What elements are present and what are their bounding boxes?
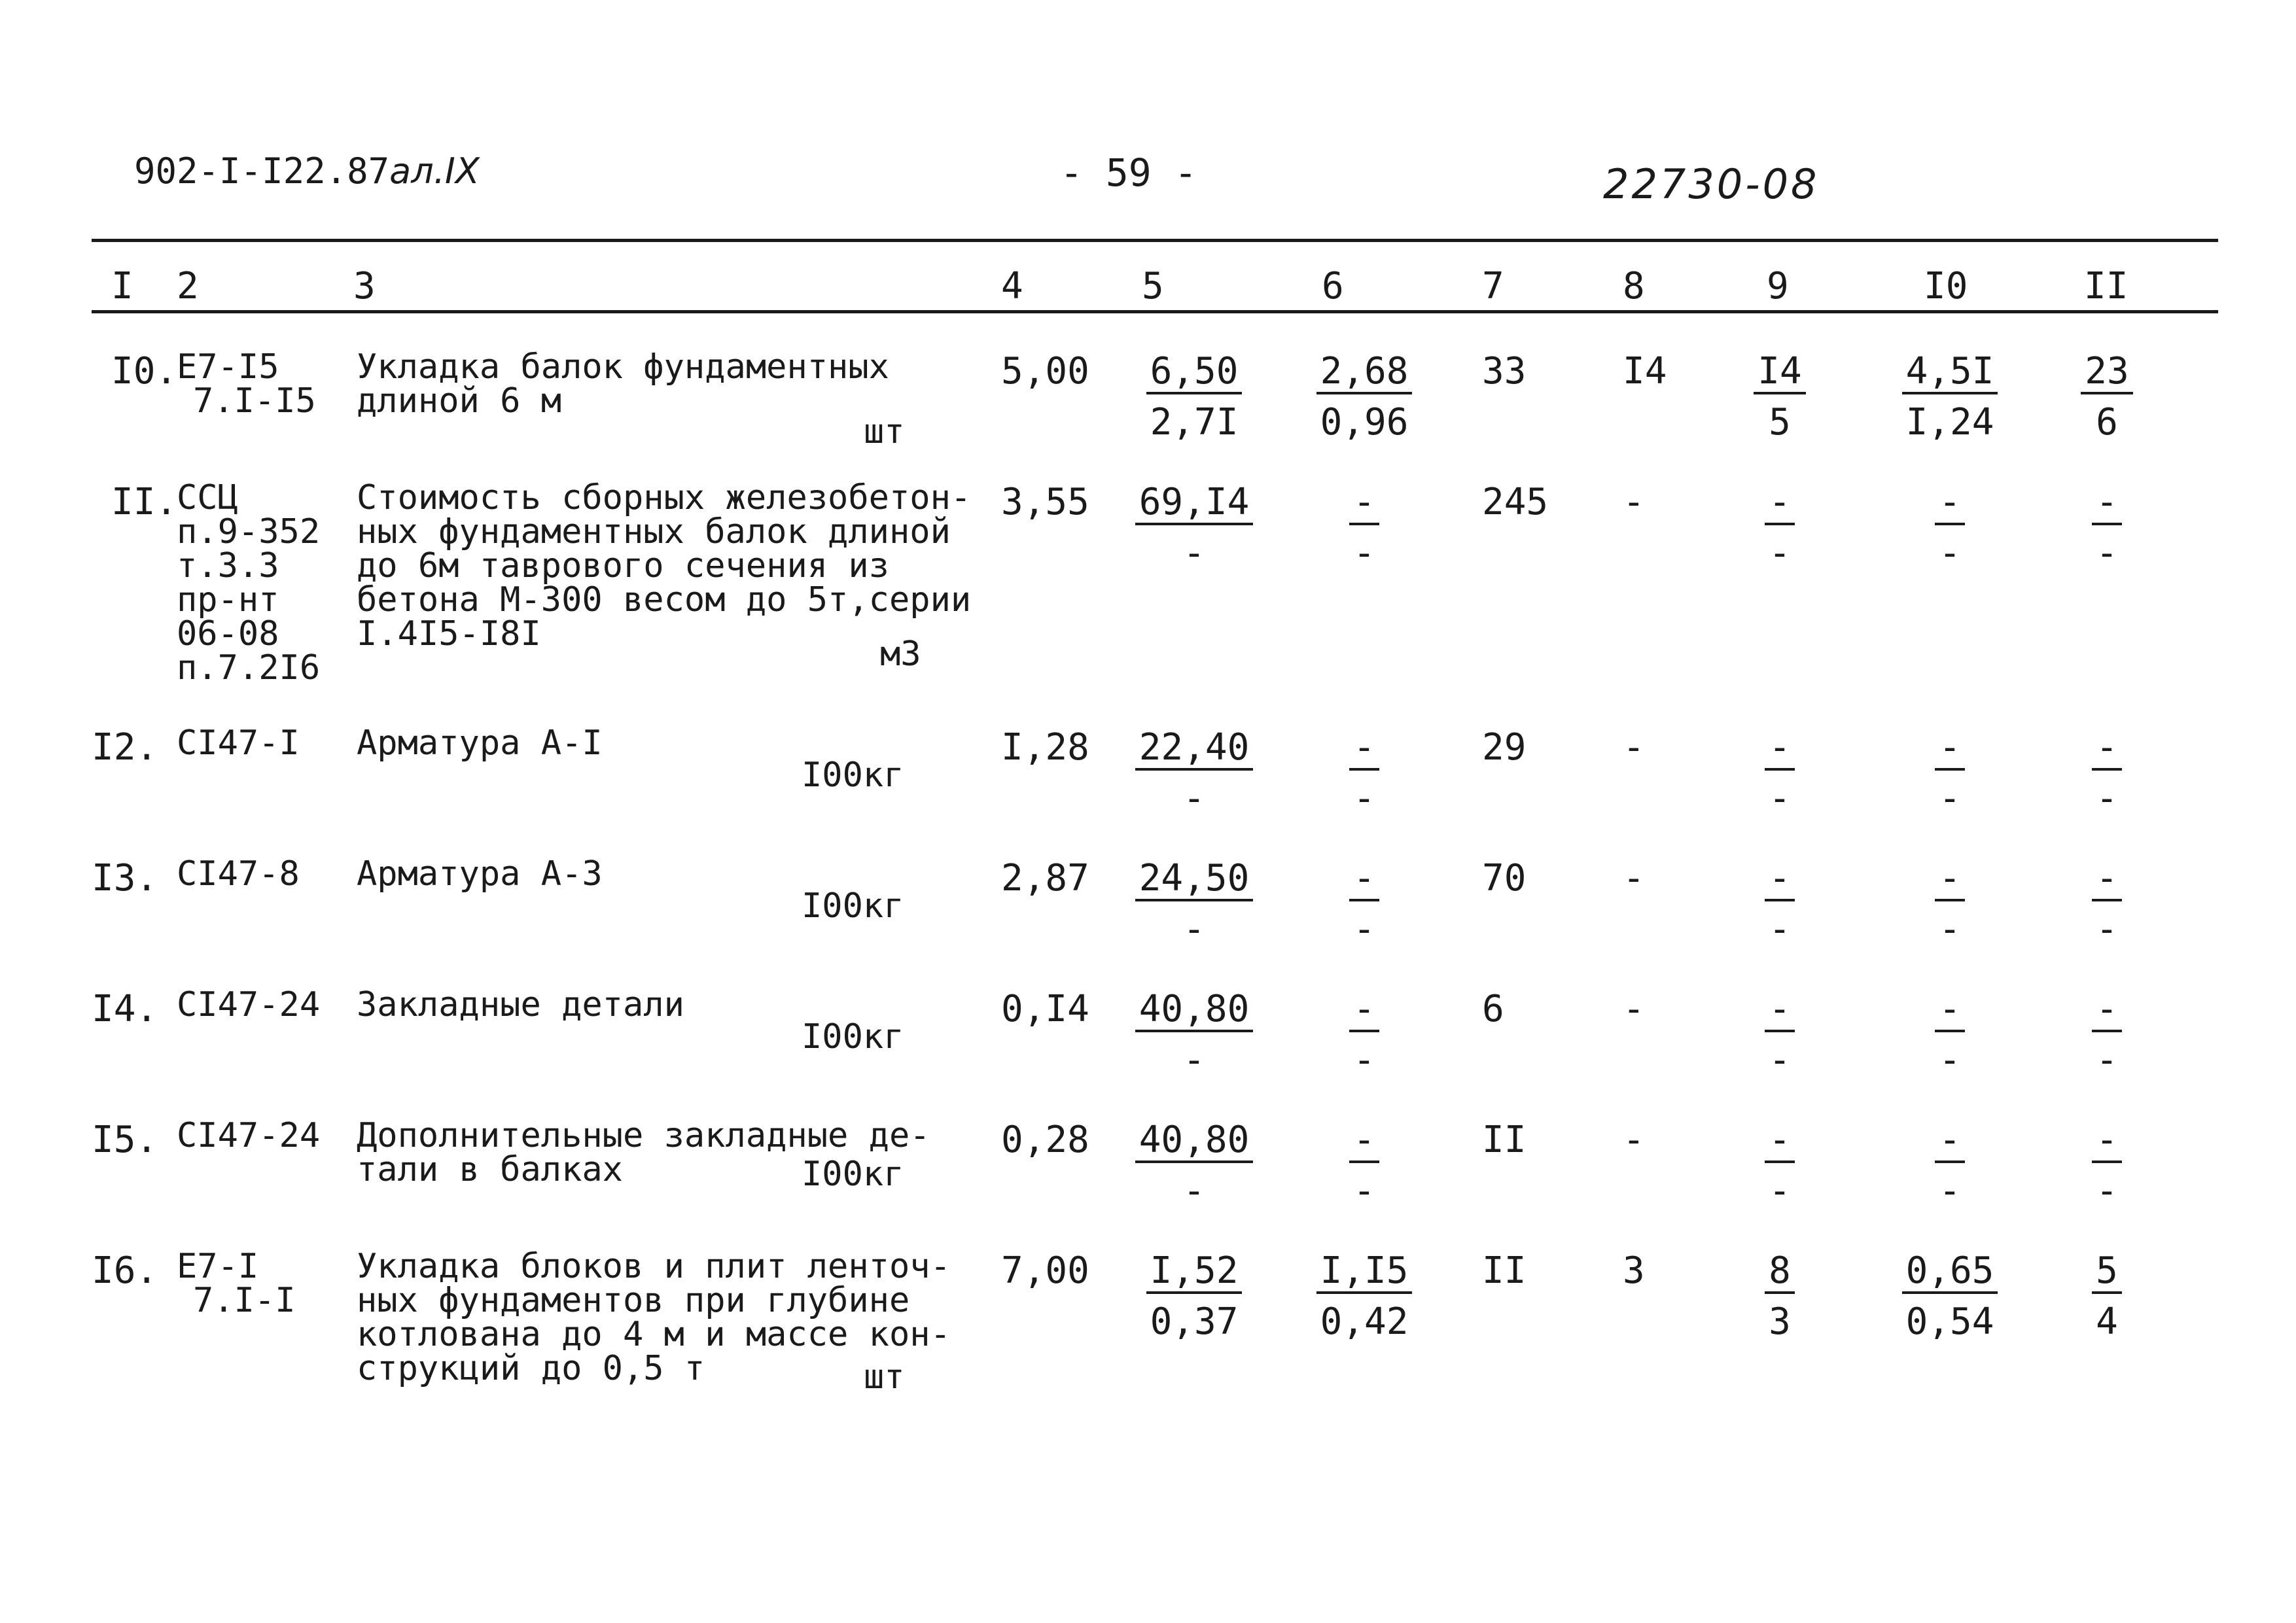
item-description — [357, 724, 603, 763]
col7-value: 29 — [1482, 726, 1527, 769]
col11-fraction-numerator: - — [2092, 858, 2122, 901]
page-number: - 59 - — [1060, 150, 1197, 195]
row-number: I0. — [111, 350, 178, 393]
col10-fraction-denominator: - — [1939, 1170, 1961, 1212]
col6-fraction — [1299, 350, 1430, 443]
col11-fraction — [2041, 1119, 2172, 1212]
item-code-line: 06-08 — [177, 614, 279, 654]
col6-fraction — [1299, 481, 1430, 574]
col11-fraction-denominator: 6 — [2096, 401, 2118, 444]
col11-fraction — [2041, 726, 2172, 819]
col9-fraction-numerator: I4 — [1754, 351, 1805, 394]
col6-fraction — [1299, 988, 1430, 1081]
col10-fraction — [1884, 988, 2015, 1081]
item-code — [177, 854, 300, 894]
col9-fraction-numerator: - — [1765, 482, 1795, 525]
col8-value: - — [1623, 1119, 1645, 1161]
col5-fraction — [1129, 726, 1260, 819]
col10-fraction — [1884, 350, 2015, 443]
item-code-line: СI47-I — [177, 724, 300, 763]
col9-fraction-numerator: 8 — [1765, 1251, 1795, 1294]
col10-fraction — [1884, 1249, 2015, 1342]
col5-fraction — [1129, 481, 1260, 574]
col7-value: 6 — [1482, 988, 1504, 1030]
col8-value: - — [1623, 481, 1645, 523]
col6-fraction-numerator: - — [1349, 858, 1379, 901]
col11-fraction-numerator: - — [2092, 727, 2122, 771]
item-unit: шт — [864, 1357, 905, 1397]
col5-fraction-numerator: 40,80 — [1135, 1120, 1254, 1163]
col5-fraction — [1129, 857, 1260, 950]
col11-fraction-denominator: - — [2096, 1039, 2118, 1081]
col10-fraction — [1884, 1119, 2015, 1212]
col8-value: - — [1623, 726, 1645, 769]
col4-value: 7,00 — [1001, 1249, 1089, 1292]
col10-fraction-numerator: - — [1935, 727, 1965, 771]
item-description-line: ных фундаментных балок длиной — [357, 512, 951, 551]
col11-fraction — [2041, 481, 2172, 574]
col6-fraction-denominator: - — [1353, 777, 1375, 820]
col6-fraction — [1299, 1119, 1430, 1212]
item-description-line: Дополнительные закладные де- — [357, 1116, 930, 1155]
item-description-line: Арматура А-I — [357, 724, 603, 763]
col9-fraction-denominator: - — [1769, 777, 1791, 820]
item-code — [177, 347, 316, 421]
col7-value: II — [1482, 1119, 1527, 1161]
col5-fraction-denominator: - — [1183, 908, 1205, 951]
col9-fraction — [1714, 726, 1845, 819]
col9-fraction — [1714, 350, 1845, 443]
item-code-line: ССЦ — [177, 478, 238, 517]
col-header-9: 9 — [1767, 265, 1789, 307]
col10-fraction — [1884, 857, 2015, 950]
item-code — [177, 1249, 296, 1318]
item-code-line: п.9-352 — [177, 512, 321, 551]
item-description — [357, 1249, 951, 1386]
col-header-7: 7 — [1482, 265, 1504, 307]
col-header-8: 8 — [1623, 265, 1645, 307]
col10-fraction — [1884, 481, 2015, 574]
item-description-line: I.4I5-I8I — [357, 614, 541, 654]
col5-fraction-numerator: 24,50 — [1135, 858, 1254, 901]
col10-fraction-numerator: - — [1935, 1120, 1965, 1163]
item-code-line: 7.I-I5 — [193, 381, 316, 421]
col5-fraction-denominator: - — [1183, 1039, 1205, 1081]
col10-fraction-denominator: - — [1939, 777, 1961, 820]
col-header-1: I — [111, 265, 133, 307]
col4-value: 2,87 — [1001, 857, 1089, 899]
item-code-line: E7-I — [177, 1247, 259, 1286]
item-code — [177, 985, 321, 1024]
col6-fraction-numerator: I,I5 — [1316, 1251, 1413, 1294]
row-number: I2. — [92, 726, 158, 769]
col9-fraction-numerator: - — [1765, 989, 1795, 1032]
col11-fraction — [2041, 1249, 2172, 1342]
item-description — [357, 478, 972, 654]
header-bottom-rule — [92, 310, 2218, 313]
col7-value: 70 — [1482, 857, 1527, 899]
col10-fraction-numerator: - — [1935, 858, 1965, 901]
col11-fraction-numerator: 5 — [2092, 1251, 2122, 1294]
col5-fraction-denominator: 2,7I — [1150, 401, 1239, 444]
col-header-6: 6 — [1322, 265, 1344, 307]
col7-value: 33 — [1482, 350, 1527, 393]
col5-fraction-denominator: 0,37 — [1150, 1300, 1239, 1343]
col-header-10: I0 — [1924, 265, 1968, 307]
col7-value: 245 — [1482, 481, 1549, 523]
col11-fraction — [2041, 350, 2172, 443]
col6-fraction-denominator: - — [1353, 1039, 1375, 1081]
col5-fraction-numerator: I,52 — [1146, 1251, 1243, 1294]
col6-fraction-numerator: - — [1349, 1120, 1379, 1163]
item-unit: I00кг — [802, 756, 904, 795]
col5-fraction-denominator: - — [1183, 532, 1205, 574]
col6-fraction — [1299, 857, 1430, 950]
doc-code-text: 902-I-I22.87 — [134, 150, 390, 192]
col11-fraction-denominator: - — [2096, 908, 2118, 951]
item-code-line: п.7.2I6 — [177, 648, 321, 688]
col9-fraction-denominator: 3 — [1769, 1300, 1791, 1343]
col-header-11: II — [2084, 265, 2128, 307]
col6-fraction-numerator: - — [1349, 727, 1379, 771]
item-description-line: котлована до 4 м и массе кон- — [357, 1315, 951, 1354]
col5-fraction — [1129, 1119, 1260, 1212]
col7-value: II — [1482, 1249, 1527, 1292]
col6-fraction-numerator: - — [1349, 482, 1379, 525]
col10-fraction-numerator: - — [1935, 989, 1965, 1032]
col11-fraction-numerator: - — [2092, 1120, 2122, 1163]
col11-fraction — [2041, 857, 2172, 950]
col6-fraction-denominator: 0,42 — [1320, 1300, 1409, 1343]
col5-fraction-denominator: - — [1183, 1170, 1205, 1212]
col10-fraction-denominator: - — [1939, 532, 1961, 574]
item-unit: I00кг — [802, 1155, 904, 1194]
row-number: I4. — [92, 988, 158, 1030]
row-number: II. — [111, 481, 178, 523]
col11-fraction-denominator: 4 — [2096, 1300, 2118, 1343]
item-unit: шт — [864, 412, 905, 451]
col5-fraction-denominator: - — [1183, 777, 1205, 820]
col9-fraction-denominator: - — [1769, 532, 1791, 574]
col9-fraction-numerator: - — [1765, 858, 1795, 901]
col-header-5: 5 — [1142, 265, 1164, 307]
row-number: I3. — [92, 857, 158, 899]
col-header-4: 4 — [1001, 265, 1023, 307]
col4-value: 3,55 — [1001, 481, 1089, 523]
col-header-2: 2 — [177, 265, 199, 307]
col11-fraction — [2041, 988, 2172, 1081]
item-description-line: Закладные детали — [357, 985, 684, 1024]
col5-fraction-numerator: 40,80 — [1135, 989, 1254, 1032]
col9-fraction — [1714, 481, 1845, 574]
col5-fraction — [1129, 350, 1260, 443]
col10-fraction-numerator: - — [1935, 482, 1965, 525]
item-code-line: 7.I-I — [193, 1281, 296, 1320]
item-unit: I00кг — [802, 1017, 904, 1056]
col9-fraction-denominator: - — [1769, 1039, 1791, 1081]
album-text: ал.IX — [389, 150, 480, 192]
col10-fraction-denominator: I,24 — [1905, 401, 1994, 444]
item-code-line: пр-нт — [177, 580, 279, 620]
col6-fraction — [1299, 1249, 1430, 1342]
item-code-line: E7-I5 — [177, 347, 279, 387]
col6-fraction-denominator: 0,96 — [1320, 401, 1409, 444]
col10-fraction-numerator: 4,5I — [1902, 351, 1998, 394]
col6-fraction — [1299, 726, 1430, 819]
item-description-line: ных фундаментов при глубине — [357, 1281, 910, 1320]
col10-fraction-denominator: - — [1939, 908, 1961, 951]
col9-fraction — [1714, 857, 1845, 950]
col4-value: I,28 — [1001, 726, 1089, 769]
col11-fraction-numerator: - — [2092, 989, 2122, 1032]
col11-fraction-denominator: - — [2096, 532, 2118, 574]
col6-fraction-denominator: - — [1353, 908, 1375, 951]
item-unit: I00кг — [802, 886, 904, 926]
item-description — [357, 854, 603, 894]
item-unit: м3 — [880, 635, 921, 674]
row-number: I6. — [92, 1249, 158, 1292]
item-description — [357, 985, 684, 1024]
col9-fraction — [1714, 1249, 1845, 1342]
item-code-line: т.3.3 — [177, 546, 279, 585]
table-top-rule — [92, 239, 2218, 242]
col5-fraction — [1129, 988, 1260, 1081]
item-code-line: СI47-8 — [177, 854, 300, 894]
item-description-line: Укладка блоков и плит ленточ- — [357, 1247, 951, 1286]
item-description-line: Укладка балок фундаментных — [357, 347, 889, 387]
col6-fraction-numerator: 2,68 — [1316, 351, 1413, 394]
col5-fraction — [1129, 1249, 1260, 1342]
col9-fraction-numerator: - — [1765, 727, 1795, 771]
col9-fraction-denominator: 5 — [1769, 401, 1791, 444]
col10-fraction — [1884, 726, 2015, 819]
col11-fraction-denominator: - — [2096, 1170, 2118, 1212]
item-code — [177, 1116, 321, 1155]
col8-value: I4 — [1623, 350, 1667, 393]
item-description-line: бетона М-300 весом до 5т,серии — [357, 580, 972, 620]
col6-fraction-denominator: - — [1353, 532, 1375, 574]
item-description-line: до 6м таврового сечения из — [357, 546, 889, 585]
col6-fraction-numerator: - — [1349, 989, 1379, 1032]
item-description-line: длиной 6 м — [357, 381, 562, 421]
item-code-line: СI47-24 — [177, 985, 321, 1024]
col11-fraction-numerator: - — [2092, 482, 2122, 525]
col4-value: 5,00 — [1001, 350, 1089, 393]
col10-fraction-numerator: 0,65 — [1902, 1251, 1998, 1294]
col9-fraction-denominator: - — [1769, 908, 1791, 951]
item-description-line: тали в балках — [357, 1150, 623, 1189]
col4-value: 0,I4 — [1001, 988, 1089, 1030]
col5-fraction-numerator: 6,50 — [1146, 351, 1243, 394]
item-description-line: струкций до 0,5 т — [357, 1349, 705, 1388]
item-code — [177, 724, 300, 763]
col11-fraction-denominator: - — [2096, 777, 2118, 820]
item-code — [177, 478, 321, 688]
item-description-line: Стоимость сборных железобетон- — [357, 478, 972, 517]
item-description-line: Арматура А-3 — [357, 854, 603, 894]
col5-fraction-numerator: 22,40 — [1135, 727, 1254, 771]
col10-fraction-denominator: - — [1939, 1039, 1961, 1081]
row-number: I5. — [92, 1119, 158, 1161]
col9-fraction — [1714, 1119, 1845, 1212]
col8-value: - — [1623, 857, 1645, 899]
col5-fraction-numerator: 69,I4 — [1135, 482, 1254, 525]
col8-value: 3 — [1623, 1249, 1645, 1292]
col11-fraction-numerator: 23 — [2081, 351, 2132, 394]
col9-fraction — [1714, 988, 1845, 1081]
item-description — [357, 347, 889, 421]
col10-fraction-denominator: 0,54 — [1905, 1300, 1994, 1343]
col8-value: - — [1623, 988, 1645, 1030]
archive-number: 22730-08 — [1603, 160, 1820, 208]
item-code-line: СI47-24 — [177, 1116, 321, 1155]
col-header-3: 3 — [353, 265, 376, 307]
col9-fraction-denominator: - — [1769, 1170, 1791, 1212]
col4-value: 0,28 — [1001, 1119, 1089, 1161]
document-code — [134, 150, 480, 192]
col6-fraction-denominator: - — [1353, 1170, 1375, 1212]
col9-fraction-numerator: - — [1765, 1120, 1795, 1163]
